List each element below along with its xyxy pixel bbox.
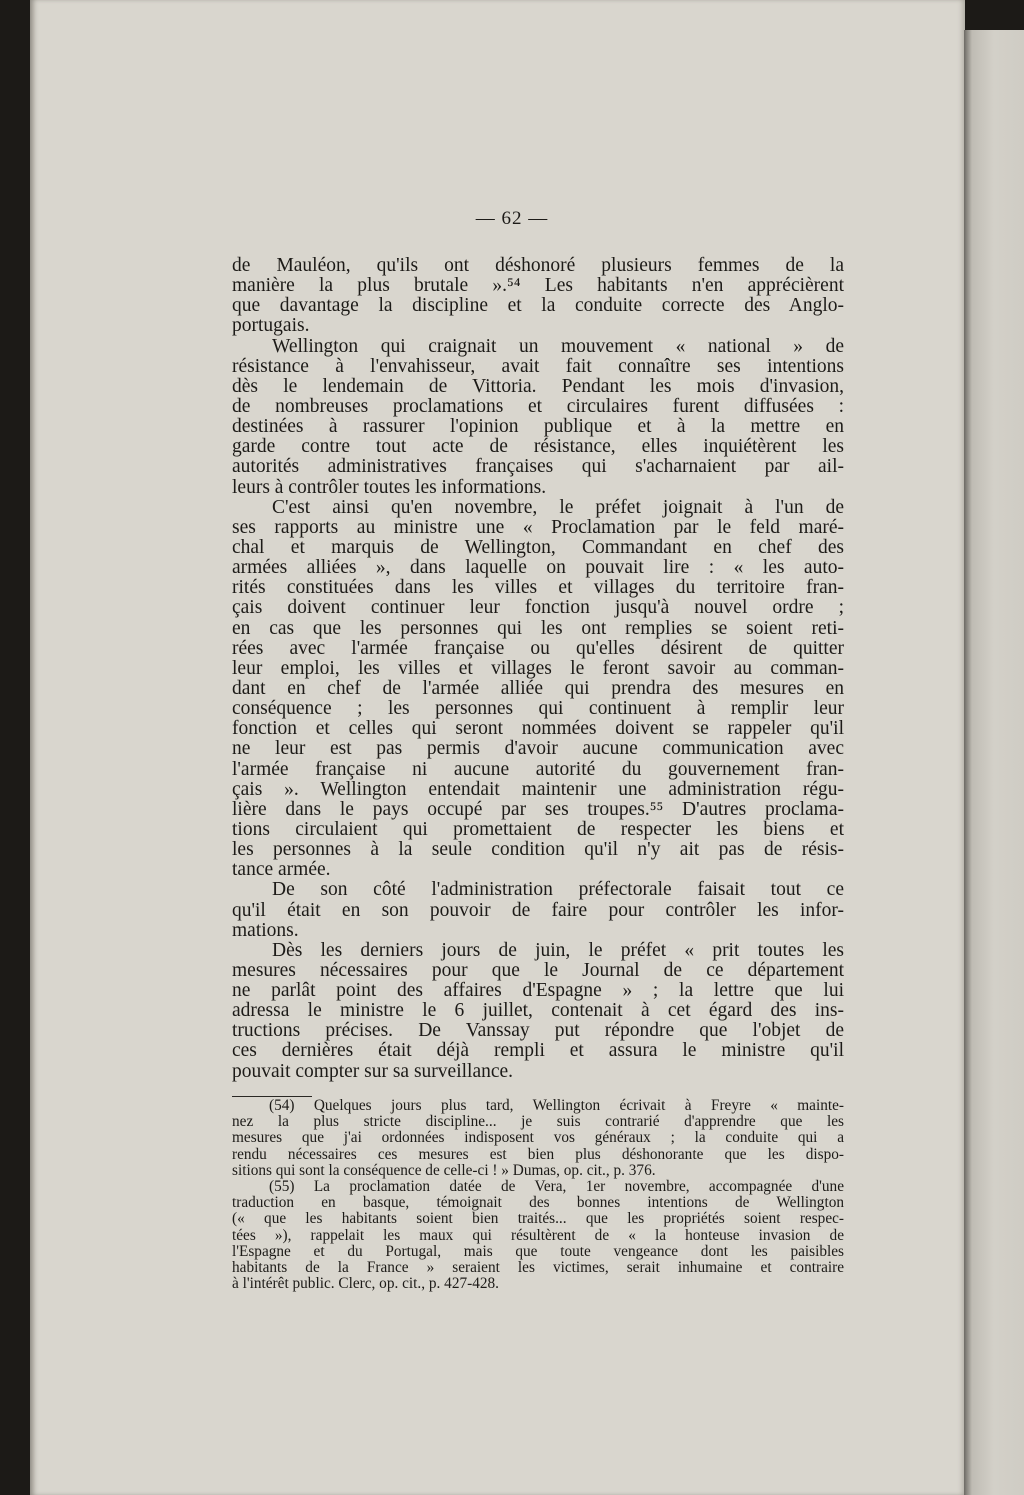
text-line: portugais. [232,315,310,337]
footnote-line: nez la plus stricte discipline... je suis contrarié d'apprendre que les [232,1113,844,1131]
footnote-line: à l'intérêt public. Clerc, op. cit., p. 427-428. [232,1275,499,1293]
text-line: destinées à rassurer l'opinion publique et à la mettre en [232,416,844,438]
text-line: autorités administratives françaises qui s'acharnaient par ail- [232,456,844,478]
footnote-line: traduction en basque, témoignait des bonnes intentions de Wellington [232,1194,844,1212]
text-line: C'est ainsi qu'en novembre, le préfet joignait à l'un de [272,496,844,518]
text-line: dès le lendemain de Vittoria. Pendant les mois d'invasion, [232,375,844,397]
footnote-line: (« que les habitants soient bien traités... que les propriétés soient respec- [232,1210,844,1228]
text-line: de nombreuses proclamations et circulaires furent diffusées : [232,395,844,417]
text-line: leur emploi, les villes et villages le feront savoir au comman- [232,657,844,679]
footnote-line: (55) La proclamation datée de Vera, 1er novembre, accompagnée d'une [269,1177,844,1195]
text-line: que davantage la discipline et la conduite correcte des Anglo- [232,295,844,317]
text-line: rées avec l'armée française ou qu'elles désirent de quitter [232,637,844,659]
text-line: de Mauléon, qu'ils ont déshonoré plusieurs femmes de la [232,255,844,276]
footnote-line: habitants de la France » seraient les victimes, serait inhumaine et contraire [232,1258,844,1276]
text-line: armées alliées », dans laquelle on pouvait lire : « les auto- [232,557,844,579]
text-line: ne leur est pas permis d'avoir aucune communication avec [232,738,844,760]
text-line: l'armée française ni aucune autorité du gouvernement fran- [232,758,844,780]
text-line: rités constituées dans les villes et villages du territoire fran- [232,577,844,599]
text-line: manière la plus brutale ».⁵⁴ Les habitants n'en apprécièrent [232,275,844,297]
text-line: çais doivent continuer leur fonction jusqu'à nouvel ordre ; [232,597,844,619]
text-line: leurs à contrôler toutes les informations. [232,476,547,498]
text-line: dant en chef de l'armée alliée qui prendra des mesures en [232,677,844,699]
text-line: tance armée. [232,859,331,881]
footnote-line: rendu nécessaires ces mesures est bien plus déshonorante que les dispo- [232,1145,844,1163]
footnote-line: sitions qui sont la conséquence de celle-ci ! » Dumas, op. cit., p. 376. [232,1161,656,1179]
text-line: ces dernières était déjà rempli et assura le ministre qu'il [232,1040,844,1062]
text-line: adressa le ministre le 6 juillet, contenait à cet égard des ins- [232,1000,844,1022]
text-line: chal et marquis de Wellington, Commandant en chef des [232,536,844,558]
footnotes [232,1098,844,1292]
footnote-line: tées »), rappelait les maux qui résultèrent de « la honteuse invasion de [232,1226,844,1244]
text-line: garde contre tout acte de résistance, elles inquiétèrent les [232,436,844,458]
text-line: conséquence ; les personnes qui continuent à remplir leur [232,698,844,720]
text-line: çais ». Wellington entendait maintenir une administration régu- [232,778,844,800]
text-line: mations. [232,919,299,941]
text-line: tructions précises. De Vanssay put répondre que l'objet de [232,1020,844,1042]
text-line: ne parlât point des affaires d'Espagne » ; la lettre que lui [232,980,844,1002]
page-number: — 62 — [475,208,549,229]
footnote-line: mesures que j'ai ordonnées indisposent vos généraux ; la conduite qui a [232,1129,844,1147]
text-line: qu'il était en son pouvoir de faire pour contrôler les infor- [232,899,844,921]
text-line: pouvait compter sur sa surveillance. [232,1060,514,1082]
text-line: lière dans le pays occupé par ses troupes.⁵⁵ D'autres proclama- [232,798,844,820]
text-line: De son côté l'administration préfectorale faisait tout ce [272,879,844,901]
text-line: fonction et celles qui seront nommées doivent se rappeler qu'il [232,718,844,740]
footnote-line: (54) Quelques jours plus tard, Wellington écrivait à Freyre « mainte- [269,1097,844,1114]
text-line: mesures nécessaires pour que le Journal de ce département [232,959,844,981]
text-line: tions circulaient qui promettaient de respecter les biens et [232,818,844,840]
facing-page-edge [964,30,1024,1495]
text-line: ses rapports au ministre une « Proclamation par le feld maré- [232,516,844,538]
footnote-line: l'Espagne et du Portugal, mais que toute vengeance dont les paisibles [232,1242,844,1260]
text-line: Wellington qui craignait un mouvement « national » de [272,335,844,357]
text-line: les personnes à la seule condition qu'il n'y ait pas de résis- [232,839,844,861]
text-line: Dès les derniers jours de juin, le préfet « prit toutes les [272,939,844,961]
body-text [232,256,844,1082]
text-line: en cas que les personnes qui les ont remplies se soient reti- [232,617,844,639]
text-line: résistance à l'envahisseur, avait fait connaître ses intentions [232,355,844,377]
